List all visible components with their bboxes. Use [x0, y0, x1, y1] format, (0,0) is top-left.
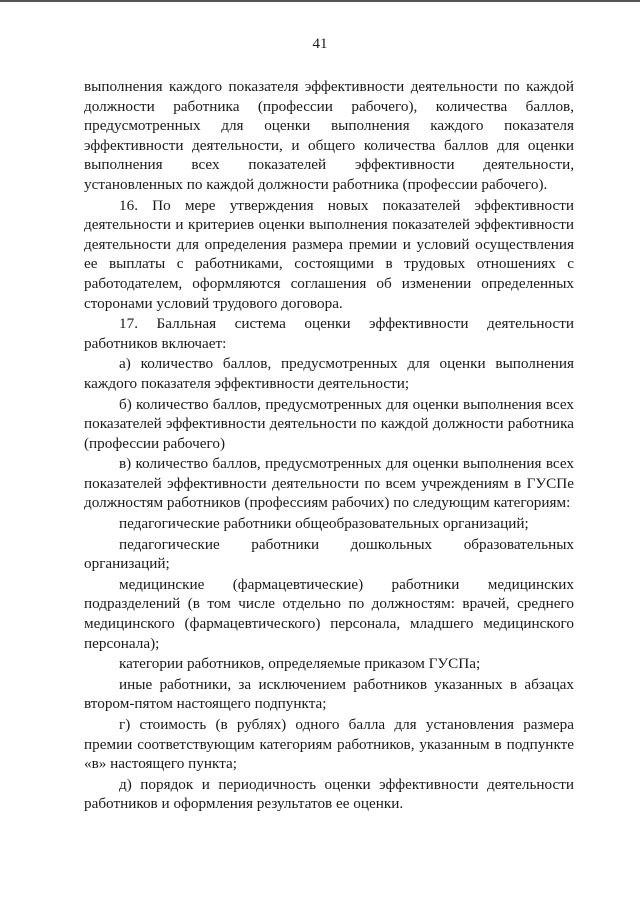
category-item: иные работники, за исключением работников указанных в абзацах втором-пятом настоящего подпункта; — [84, 675, 574, 713]
subitem-b: б) количество баллов, предусмотренных для оценки выполнения всех показателей эффективности деятельности по каждой должности работника (профессии рабочего) — [84, 395, 574, 452]
top-border-line — [0, 0, 640, 2]
paragraph-item-17: 17. Балльная система оценки эффективности деятельности работников включает: — [84, 315, 574, 352]
paragraph-item-16: 16. По мере утверждения новых показателей эффективности деятельности и критериев оценки выполнения показателей эффективности деятельности для определения размера премии и условий осуществления ее выплаты с работниками, состоящими в трудовых отношениях с работодателем, оформляются соглашения об изменении определенных сторонами условий трудового договора. — [84, 196, 574, 312]
subitem-d: д) порядок и периодичность оценки эффективности деятельности работников и оформления результатов ее оценки. — [84, 775, 574, 813]
subitem-v: в) количество баллов, предусмотренных для оценки выполнения всех показателей эффективности деятельности по всем учреждениям в ГУСПе должностям работников (профессиям рабочих) по следующим категориям: — [84, 455, 574, 512]
page-number: 41 — [312, 36, 328, 52]
category-item: медицинские (фармацевтические) работники медицинских подразделений (в том числе отдельно по должностям: врачей, среднего медицинского (фармацевтического) персонала, младшего медицинского персонала); — [84, 575, 574, 652]
subitem-a: а) количество баллов, предусмотренных для оценки выполнения каждого показателя эффективности деятельности; — [84, 355, 574, 392]
paragraph-continuation: выполнения каждого показателя эффективности деятельности по каждой должности работника (профессии рабочего), количества баллов, предусмотренных для оценки выполнения каждого показателя эффективности деятельности, и общего количества баллов для оценки выполнения всех показателей эффективности деятельности, установленных по каждой должности работника (профессии рабочего). — [84, 78, 574, 193]
category-item: педагогические работники дошкольных образовательных организаций; — [84, 535, 574, 573]
category-item: педагогические работники общеобразовательных организаций; — [119, 515, 529, 533]
document-body — [84, 77, 574, 814]
category-item: категории работников, определяемые приказом ГУСПа; — [119, 655, 481, 673]
subitem-g: г) стоимость (в рублях) одного балла для установления размера премии соответствующим категориям работников, указанным в подпункте «в» настоящего пункта; — [84, 716, 574, 773]
